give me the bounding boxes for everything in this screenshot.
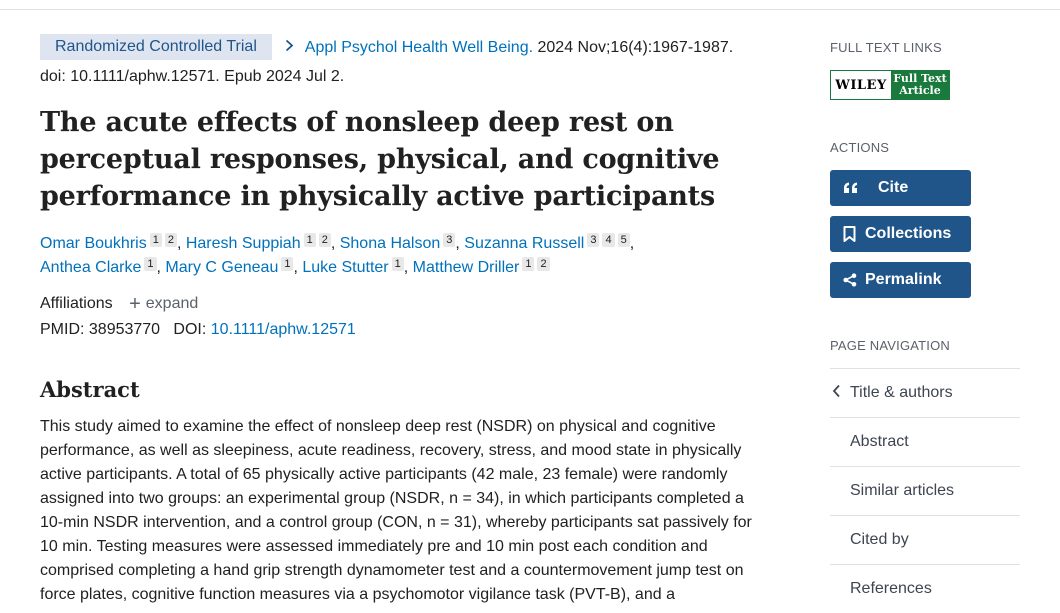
doi-epub-text: doi: 10.1111/aphw.12571. Epub 2024 Jul 2. bbox=[40, 68, 345, 85]
quote-icon bbox=[843, 182, 865, 194]
nav-item-similar-articles[interactable] bbox=[830, 466, 1020, 515]
affil-sup[interactable]: 1 bbox=[304, 233, 316, 247]
author-link[interactable]: Suzanna Russell bbox=[464, 235, 585, 252]
permalink-button[interactable] bbox=[830, 262, 971, 298]
affiliations-label: Affiliations bbox=[40, 295, 113, 312]
author-link[interactable]: Anthea Clarke bbox=[40, 259, 142, 276]
identifiers-row bbox=[40, 321, 356, 339]
nav-item-abstract[interactable] bbox=[830, 417, 1020, 466]
cite-label: Cite bbox=[878, 179, 909, 196]
nav-label: Abstract bbox=[850, 433, 909, 450]
affiliations-row bbox=[40, 293, 198, 316]
actions-heading: ACTIONS bbox=[830, 140, 890, 155]
wiley-full-text-link[interactable] bbox=[830, 70, 950, 100]
chevron-right-icon bbox=[285, 39, 298, 56]
affil-sup[interactable]: 5 bbox=[618, 233, 630, 247]
expand-label: expand bbox=[145, 295, 199, 312]
top-divider bbox=[0, 0, 1060, 10]
page-navigation-list bbox=[830, 368, 1020, 613]
author-link[interactable]: Luke Stutter bbox=[302, 259, 389, 276]
affiliations-expand-button[interactable] bbox=[129, 293, 199, 315]
wiley-logo-text: WILEY bbox=[831, 71, 891, 99]
article-type-badge: Randomized Controlled Trial bbox=[40, 34, 272, 60]
nav-label: References bbox=[850, 580, 932, 597]
affil-sup[interactable]: 1 bbox=[144, 257, 156, 271]
authors-list: Omar Boukhris 1 2 , Haresh Suppiah 1 2 , Shona Halson 3 , Suzanna Russell 3 4 5 , Anthea Clarke 1 , Mary C Geneau 1 , Luke Stutter 1 , Matthew Driller 1 2 bbox=[40, 234, 635, 276]
full-text-links-heading: FULL TEXT LINKS bbox=[830, 40, 942, 55]
collections-button[interactable] bbox=[830, 216, 971, 252]
nav-item-references[interactable] bbox=[830, 564, 1020, 613]
affil-sup[interactable]: 2 bbox=[537, 257, 549, 271]
permalink-label: Permalink bbox=[865, 271, 942, 288]
affil-sup[interactable]: 3 bbox=[443, 233, 455, 247]
doi-label: DOI: bbox=[173, 321, 211, 338]
nav-item-title-authors[interactable] bbox=[830, 368, 1020, 417]
article-title: The acute effects of nonsleep deep rest on perceptual responses, physical, and cognitive performance in physically active participants bbox=[40, 107, 720, 212]
citation-text: 2024 Nov;16(4):1967-1987. bbox=[533, 39, 734, 56]
full-text-line1: Full Text bbox=[893, 72, 947, 85]
citation-row bbox=[40, 33, 762, 91]
affil-sup[interactable]: 1 bbox=[150, 233, 162, 247]
abstract-heading: Abstract bbox=[40, 377, 140, 402]
page-navigation-heading: PAGE NAVIGATION bbox=[830, 338, 951, 353]
affil-sup[interactable]: 1 bbox=[522, 257, 534, 271]
pmid-text: PMID: 38953770 bbox=[40, 321, 161, 338]
nav-item-cited-by[interactable] bbox=[830, 515, 1020, 564]
cite-button[interactable] bbox=[830, 170, 971, 206]
nav-label: Similar articles bbox=[850, 482, 955, 499]
author-link[interactable]: Mary C Geneau bbox=[165, 259, 279, 276]
affil-sup[interactable]: 2 bbox=[319, 233, 331, 247]
nav-label: Title & authors bbox=[850, 384, 953, 401]
author-link[interactable]: Shona Halson bbox=[339, 235, 441, 252]
doi-link[interactable]: 10.1111/aphw.12571 bbox=[210, 321, 356, 338]
full-text-line2: Article bbox=[899, 84, 941, 97]
author-link[interactable]: Haresh Suppiah bbox=[185, 235, 301, 252]
author-link[interactable]: Omar Boukhris bbox=[40, 235, 147, 252]
full-text-article-label bbox=[891, 71, 949, 99]
nav-label: Cited by bbox=[850, 531, 909, 548]
author-link[interactable]: Matthew Driller bbox=[412, 259, 520, 276]
affil-sup[interactable]: 1 bbox=[392, 257, 404, 271]
affil-sup[interactable]: 3 bbox=[587, 233, 599, 247]
plus-icon: + bbox=[129, 293, 141, 315]
share-icon bbox=[843, 273, 865, 287]
affil-sup[interactable]: 4 bbox=[602, 233, 614, 247]
collections-label: Collections bbox=[865, 225, 952, 242]
abstract-text: This study aimed to examine the effect of nonsleep deep rest (NSDR) on physical and cognitive performance, as well as sleepiness, acute readiness, recovery, stress, and mood state in physically active participants. A total of 65 physically active participants (42 male, 23 female) were randomly assigned into two groups: an experimental group (NSDR, n = 34), in which participants completed a 10-min NSDR intervention, and a control group (CON, n = 31), whereby participants sat passively for 10 min. Testing measures were assessed immediately pre and 10 min post each condition and comprised completing a hand grip strength dynamometer test and a countermovement jump test on force plates, cognitive function measures via a psychomotor vigilance task (PVT-B), and a bbox=[40, 418, 752, 603]
bookmark-icon bbox=[843, 226, 865, 242]
affil-sup[interactable]: 2 bbox=[165, 233, 177, 247]
affil-sup[interactable]: 1 bbox=[281, 257, 293, 271]
chevron-left-icon bbox=[832, 384, 841, 403]
journal-link[interactable]: Appl Psychol Health Well Being. bbox=[304, 39, 534, 56]
